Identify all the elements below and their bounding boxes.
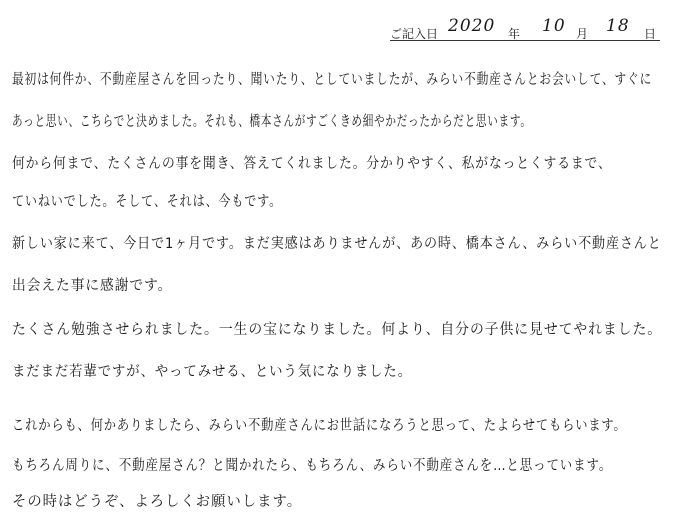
- day-value: 18: [606, 16, 630, 36]
- letter-line: まだまだ若輩ですが、やってみせる、という気になりました。: [12, 364, 412, 380]
- day-unit: 日: [644, 27, 657, 41]
- month-value: 10: [542, 16, 566, 36]
- letter-line: 新しい家に来て、今日で1ヶ月です。まだ実感はありませんが、あの時、橋本さん、みらい不動産さんと: [12, 236, 662, 252]
- letter-line: もちろん周りに、不動産屋さん？と聞かれたら、もちろん、みらい不動産さんを…と思っています。: [12, 458, 613, 474]
- letter-line: 最初は何件か、不動産屋さんを回ったり、聞いたり、としていましたが、みらい不動産さんとお会いして、すぐに: [12, 72, 653, 88]
- date-underline: [390, 40, 660, 41]
- letter-line: ていねいでした。そして、それは、今もです。: [12, 194, 283, 210]
- letter-line: あっと思い、こちらでと決めました。それも、橋本さんがすごくきめ細やかだったからだと思います。: [12, 114, 532, 130]
- letter-line: 何から何まで、たくさんの事を聞き、答えてくれました。分かりやすく、私がなっとくするまで、: [12, 156, 612, 172]
- letter-line: その時はどうぞ、よろしくお願いします。: [12, 494, 303, 510]
- year-unit: 年: [508, 27, 521, 41]
- date-label: ご記入日: [390, 27, 439, 41]
- year-value: 2020: [448, 16, 496, 36]
- month-unit: 月: [576, 27, 589, 41]
- letter-line: 出会えた事に感謝です。: [12, 278, 173, 294]
- letter-line: たくさん勉強させられました。一生の宝になりました。何より、自分の子供に見せてやれました。: [12, 322, 662, 338]
- date-entry: [390, 16, 660, 42]
- letter-line: これからも、何かありましたら、みらい不動産さんにお世話になろうと思って、たよらせてもらいます。: [12, 418, 627, 434]
